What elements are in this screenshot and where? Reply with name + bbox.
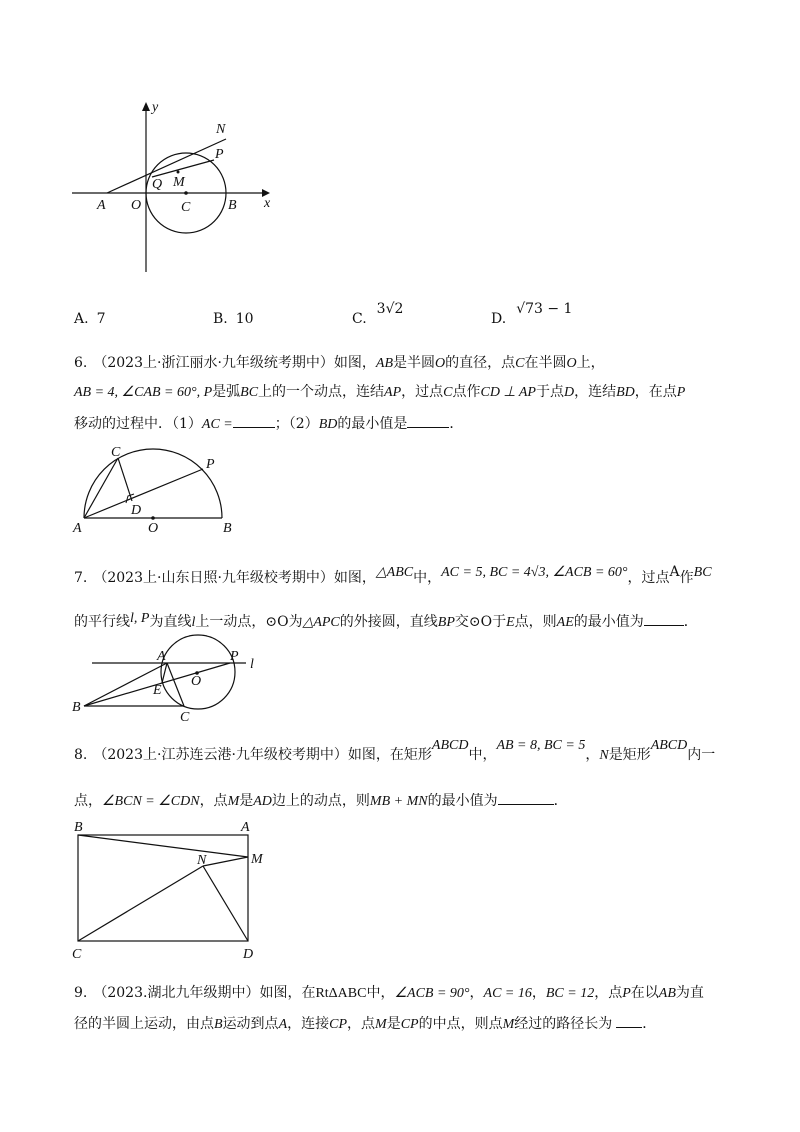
q6-math: BC: [240, 385, 259, 400]
q6-math: AB: [375, 356, 393, 371]
q8-text: 中，: [468, 747, 497, 763]
segment-ac: [84, 458, 118, 518]
q6-text: 上的一个动点，连结: [258, 384, 385, 400]
label-o: O: [131, 198, 142, 213]
label-c: C: [180, 710, 190, 725]
label-p: P: [230, 649, 239, 664]
q8-text: 内一: [687, 747, 716, 763]
q7-text: 为直线: [149, 614, 192, 630]
q7-text: 的外接圆，直线: [339, 614, 438, 630]
q9-math: P: [622, 986, 631, 1001]
label-b: B: [72, 700, 81, 715]
q9-text: 的中点，则点: [418, 1016, 503, 1032]
q6-math: C: [443, 385, 453, 400]
label-c: C: [72, 947, 82, 962]
q7-source: （2023上·山东日照·九年级校考期中）: [93, 570, 334, 586]
q9-text: 径的半圆上运动，由点: [74, 1016, 214, 1032]
q6-text: 的直径，点: [445, 355, 516, 371]
q7-math: AE: [556, 615, 574, 630]
point-c: [184, 191, 188, 195]
q7-text: 交: [454, 614, 469, 630]
q9-math: BC = 12: [545, 986, 595, 1001]
option-b-label: B.: [213, 311, 228, 327]
q8-number: 8.: [74, 747, 88, 763]
q7-math: ⊙O: [468, 614, 493, 630]
q6-text: 是弧: [212, 384, 241, 400]
label-a: A: [73, 521, 82, 536]
q6-math: BD: [616, 385, 635, 400]
q8-text: ，: [585, 747, 600, 763]
q6-source: （2023上·浙江丽水·九年级统考期中）: [93, 355, 334, 371]
label-b: B: [74, 820, 83, 835]
q6-text: 如图，: [333, 355, 376, 371]
q9-number: 9.: [74, 985, 88, 1001]
q6-math: O: [435, 356, 446, 371]
q7-text: 的平行线: [74, 614, 130, 630]
q9-text: 如图，在: [259, 985, 316, 1001]
q7-text: 如图，: [333, 570, 376, 586]
option-a-value: 7: [96, 311, 106, 327]
q6-math: O: [566, 356, 577, 371]
label-m: M: [251, 852, 263, 867]
q6-text: ．: [449, 416, 464, 432]
point-m: [177, 171, 180, 174]
q7-text: 作: [679, 570, 694, 586]
q6-number: 6.: [74, 355, 88, 371]
segment-dn: [203, 866, 248, 941]
q6-figure: [0, 440, 800, 540]
q6-math: D: [563, 385, 575, 400]
option-d[interactable]: [491, 301, 573, 329]
option-c-label: C.: [352, 311, 367, 327]
q9-text: ，: [469, 985, 484, 1001]
option-a-label: A.: [74, 311, 89, 327]
label-q: Q: [152, 177, 163, 192]
answer-blank-1[interactable]: [233, 413, 275, 428]
q8-text: 如图，在矩形: [347, 747, 432, 763]
label-y: y: [152, 100, 159, 115]
q6-text: ；（2）: [274, 416, 319, 432]
q8-text: 的最小值为: [427, 793, 498, 809]
q9-text: 经过的路径长为: [514, 1016, 613, 1032]
q9-math: CP: [400, 1017, 419, 1032]
q9-math: AB: [658, 986, 676, 1001]
option-c[interactable]: [352, 301, 404, 329]
q7-text: 中，: [413, 570, 442, 586]
answer-blank[interactable]: [616, 1013, 642, 1028]
label-x: x: [264, 196, 271, 211]
answer-blank-2[interactable]: [407, 413, 449, 428]
label-d: D: [243, 947, 254, 962]
q8-math: M: [227, 794, 240, 809]
q7-number: 7.: [74, 570, 88, 586]
answer-blank[interactable]: [498, 790, 554, 805]
q6-line2: [74, 382, 685, 403]
label-a: A: [97, 198, 106, 213]
option-a[interactable]: [74, 309, 105, 329]
point-o: [151, 516, 155, 520]
label-b: B: [228, 198, 237, 213]
semicircle: [84, 449, 222, 518]
option-b-value: 10: [235, 311, 254, 327]
label-c: C: [181, 200, 191, 215]
q8-math: ABCD: [650, 738, 688, 753]
q8-text: 是矩形: [608, 747, 651, 763]
q7-text: 的最小值为: [573, 614, 644, 630]
q8-math: ABCD: [431, 738, 469, 753]
q9-text: 为直: [675, 985, 704, 1001]
label-l: l: [250, 657, 254, 672]
option-d-label: D.: [491, 311, 507, 327]
q6-text: 的最小值是: [337, 416, 408, 432]
q7-line1: [74, 564, 712, 589]
q9-math: CP: [329, 1017, 348, 1032]
label-d: D: [131, 503, 142, 518]
label-a: A: [157, 649, 166, 664]
q7-math: AC = 5, BC = 4√3, ∠ACB = 60°: [441, 565, 628, 580]
q9-math: AC = 16: [483, 986, 532, 1001]
q8-math: ∠BCN = ∠CDN: [102, 794, 200, 809]
q9-math: A: [278, 1017, 288, 1032]
q6-text: ，过点: [401, 384, 444, 400]
q9-line1: [74, 983, 704, 1004]
q6-text: ，连结: [574, 384, 617, 400]
label-b: B: [223, 521, 232, 536]
q6-text: 点作: [452, 384, 481, 400]
q6-math: BD: [318, 417, 338, 432]
q7-math: E: [506, 615, 515, 630]
segment-ac: [167, 663, 184, 706]
q7-figure: [0, 635, 800, 725]
q7-math: l, P: [130, 611, 150, 626]
q6-math: AP: [384, 385, 402, 400]
label-o: O: [148, 521, 159, 536]
answer-blank[interactable]: [644, 611, 684, 626]
q7-math: BP: [437, 615, 455, 630]
q9-text: 运动到点: [222, 1016, 279, 1032]
segment-cd: [118, 458, 132, 501]
q8-math: AB = 8, BC = 5: [496, 738, 586, 753]
label-p: P: [206, 457, 215, 472]
q9-source: （2023.湖北九年级期中）: [93, 985, 260, 1001]
line-an: [107, 139, 226, 193]
q7-math: l: [191, 615, 196, 630]
q6-line1: [74, 353, 605, 374]
q9-math: M: [375, 1017, 387, 1032]
q9-text: 是: [386, 1016, 401, 1032]
q6-text: 上，: [576, 355, 605, 371]
q9-text: 在以: [630, 985, 659, 1001]
q8-text: 点，: [74, 793, 102, 809]
q6-math: AB = 4, ∠CAB = 60°, P: [74, 385, 213, 400]
q9-text: 中，: [366, 985, 395, 1001]
q8-line1: [74, 738, 716, 766]
label-n: N: [216, 122, 226, 137]
q8-text: ，点: [199, 793, 228, 809]
segment-ae: [162, 663, 167, 683]
option-b[interactable]: [213, 309, 254, 329]
q7-text: 为: [288, 614, 303, 630]
q9-text: ，连接: [287, 1016, 330, 1032]
q5-figure: [0, 0, 800, 300]
label-c: C: [111, 445, 121, 460]
option-c-value: 3√2: [376, 301, 404, 317]
q7-math: BC: [693, 565, 712, 580]
q9-text: ，: [531, 985, 546, 1001]
q8-math: MB + MN: [369, 794, 428, 809]
label-p: P: [215, 147, 224, 162]
option-d-value: √73 − 1: [516, 301, 573, 317]
q8-source: （2023上·江苏连云港·九年级校考期中）: [93, 747, 348, 763]
q6-text: ，在点: [634, 384, 677, 400]
q9-text: ，点: [347, 1016, 376, 1032]
q9-math: B: [214, 1017, 223, 1032]
q6-line3: [74, 413, 463, 435]
segment-cn: [78, 866, 203, 941]
q7-text: 上一动点，: [195, 614, 266, 630]
q8-math: AD: [253, 794, 272, 809]
q7-math: △APC: [302, 615, 340, 630]
segment-nm: [203, 857, 248, 866]
q7-text: 点，则: [514, 614, 557, 630]
label-m: M: [173, 175, 185, 190]
segment-ap: [84, 469, 203, 518]
label-a: A: [241, 820, 250, 835]
q6-math: AC =: [201, 417, 233, 432]
q6-text: 在半圆: [524, 355, 567, 371]
q7-math: ⊙O: [265, 614, 289, 630]
q9-math: ∠ACB = 90°: [394, 986, 470, 1001]
q7-line2: [74, 611, 698, 633]
label-n: N: [197, 853, 207, 868]
q7-math: △ABC: [375, 565, 414, 580]
q6-text: 是半圆: [393, 355, 435, 371]
q9-line2: [74, 1013, 656, 1035]
q7-text: 于: [492, 614, 507, 630]
q6-text: 于点: [535, 384, 564, 400]
q6-math: P: [676, 385, 686, 400]
q9-math: RtΔABC: [315, 986, 367, 1001]
q9-math: M: [502, 1017, 515, 1032]
q7-text: ，过点: [627, 570, 670, 586]
q9-text: ．: [642, 1016, 657, 1032]
q6-text: 移动的过程中．（1）: [74, 416, 202, 432]
q8-text: 边上的动点，则: [271, 793, 370, 809]
q7-math: A: [669, 564, 680, 580]
label-e: E: [153, 683, 162, 698]
label-o: O: [191, 674, 202, 689]
q6-math: CD ⊥ AP: [480, 385, 536, 400]
q6-math: C: [515, 356, 525, 371]
q8-text: ．: [553, 793, 568, 809]
q8-line2: [74, 790, 568, 812]
q9-text: ，点: [594, 985, 623, 1001]
q7-text: ．: [683, 614, 698, 630]
q8-text: 是: [239, 793, 254, 809]
y-axis-arrow: [142, 102, 150, 111]
segment-bm: [78, 835, 248, 857]
q8-figure: [0, 815, 800, 962]
q8-math: N: [599, 748, 609, 763]
